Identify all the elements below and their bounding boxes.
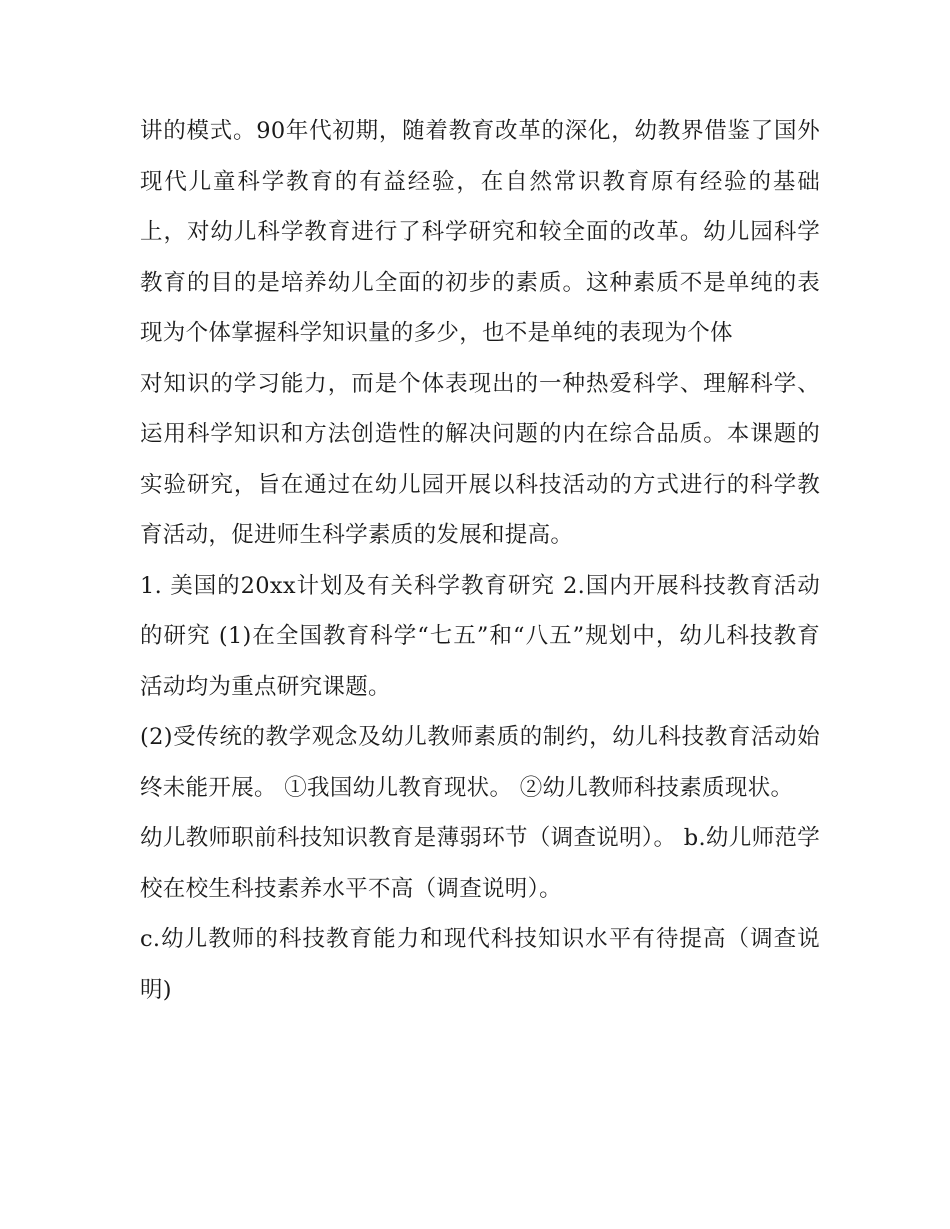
paragraph-6: c.幼儿教师的科技教育能力和现代科技知识水平有待提高（调查说明) (140, 926, 820, 1003)
paragraph-5: 幼儿教师职前科技知识教育是薄弱环节（调查说明）。 b.幼儿师范学校在校生科技素养水平不高（调查说明）。 (140, 825, 820, 902)
paragraph-2: 对知识的学习能力，而是个体表现出的一种热爱科学、理解科学、运用科学知识和方法创造性的解决问题的内在综合品质。本课题的实验研究，旨在通过在幼儿园开展以科技活动的方式进行的科学教育活动，促进师生科学素质的发展和提高。 (140, 370, 820, 548)
paragraph-4: (2)受传统的教学观念及幼儿教师素质的制约，幼儿科技教育活动始终未能开展。 ①我国幼儿教育现状。 ②幼儿教师科技素质现状。 (140, 724, 820, 801)
paragraph-1: 讲的模式。90年代初期，随着教育改革的深化，幼教界借鉴了国外现代儿童科学教育的有益经验，在自然常识教育原有经验的基础上，对幼儿科学教育进行了科学研究和较全面的改革。幼儿园科学教育的目的是培养幼儿全面的初步的素质。这种素质不是单纯的表现为个体掌握科学知识量的多少，也不是单纯的表现为个体 (140, 118, 820, 346)
document-body (140, 106, 820, 1015)
paragraph-3: 1. 美国的20xx计划及有关科学教育研究 2.国内开展科技教育活动的研究 (1)在全国教育科学“七五”和“八五”规划中，幼儿科技教育活动均为重点研究课题。 (140, 572, 820, 700)
